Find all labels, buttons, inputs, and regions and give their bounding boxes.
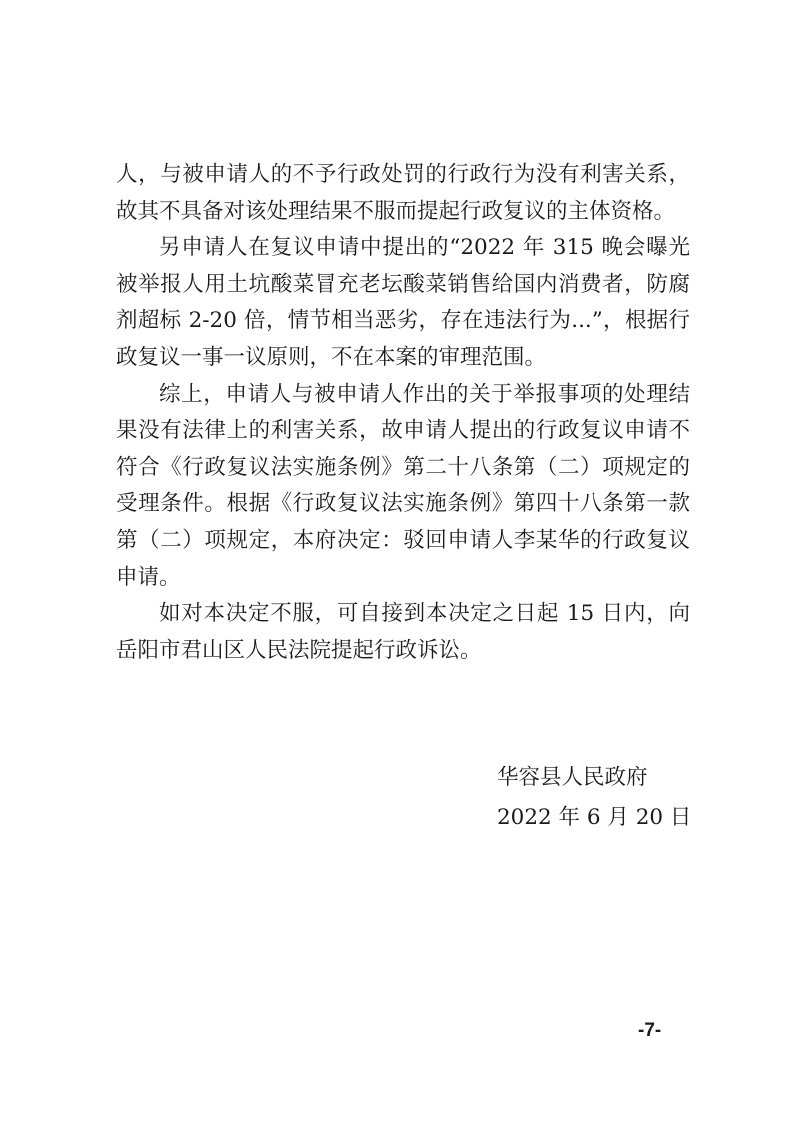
paragraph-3: 综上，申请人与被申请人作出的关于举报事项的处理结果没有法律上的利害关系，故申请人提出的行政复议申请不符合《行政复议法实施条例》第二十八条第（二）项规定的受理条件。根据《行政复议法实施条例》第四十八条第一款第（二）项规定，本府决定：驳回申请人李某华的行政复议申请。 xyxy=(116,381,690,590)
page-number: -7- xyxy=(638,1020,662,1041)
issue-date: 2022 年 6 月 20 日 xyxy=(497,805,692,830)
paragraph-2: 另申请人在复议申请中提出的“2022 年 315 晚会曝光被举报人用土坑酸菜冒充老坛酸菜销售给国内消费者，防腐剂超标 2-20 倍，情节相当恶劣，存在违法行为...”，根据行政复议一事一议原则，不在本案的审理范围。 xyxy=(116,235,690,370)
issuing-organization: 华容县人民政府 xyxy=(497,765,648,790)
paragraph-1: 人，与被申请人的不予行政处罚的行政行为没有利害关系，故其不具备对该处理结果不服而提起行政复议的主体资格。 xyxy=(116,162,690,224)
document-body xyxy=(116,157,690,669)
paragraph-4: 如对本决定不服，可自接到本决定之日起 15 日内，向岳阳市君山区人民法院提起行政诉讼。 xyxy=(116,601,690,663)
